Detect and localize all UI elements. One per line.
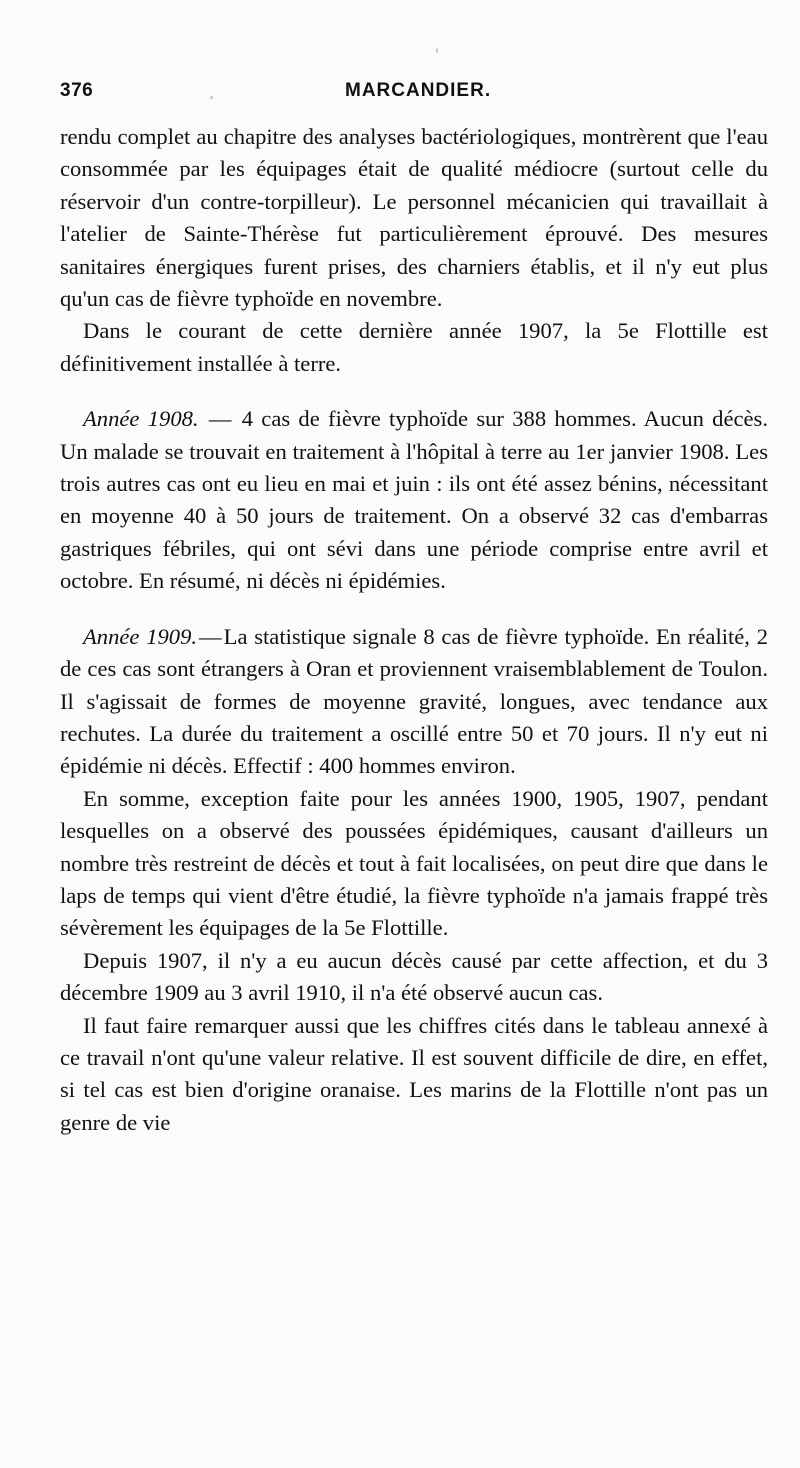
- paragraph-text-1908: 4 cas de fièvre typhoïde sur 388 hommes. Aucun décès. Un malade se trouvait en traitement à l'hôpital à terre au 1er janvier 1908. Les trois autres cas ont eu lieu en mai et juin : ils ont été assez bénins, nécessitant en moyenne 40 à 50 jours de traitement. On a observé 32 cas d'embarras gastriques fébriles, qui ont sévi dans une période comprise entre avril et octobre. En résumé, ni décès ni épidémies.: [60, 406, 768, 594]
- running-head: [60, 80, 750, 110]
- page-number: 376: [60, 80, 94, 101]
- em-dash: —: [208, 406, 232, 432]
- year-label-1908: Année 1908.: [83, 406, 199, 432]
- paragraph-since-1907: Depuis 1907, il n'y a eu aucun décès causé par cette affection, et du 3 décembre 1909 au 3 avril 1910, il n'a été observé aucun cas.: [60, 947, 768, 1006]
- year-label-1909: Année 1909.: [83, 623, 198, 649]
- paper-speck: [210, 96, 213, 99]
- paragraph-continued: rendu complet au chapitre des analyses bactériologiques, montrèrent que l'eau consommée par les équipages était de qualité médiocre (surtout celle du réservoir d'un contre-torpilleur). Le personnel mécanicien qui travaillait à l'atelier de Sainte-Thérèse fut particulièrement éprouvé. Des mesures sanitaires énergiques furent prises, des charniers établis, et il n'y eut plus qu'un cas de fièvre typhoïde en novembre.: [60, 124, 768, 312]
- paragraph-text-1909: La statistique signale 8 cas de fièvre typhoïde. En réalité, 2 de ces cas sont étrangers à Oran et proviennent vraisemblablement de Toulon. Il s'agissait de formes de moyenne gravité, longues, avec tendance aux rechutes. La durée du traitement a oscillé entre 50 et 70 jours. Il n'y eut ni épidémie ni décès. Effectif : 400 hommes environ.: [60, 623, 769, 779]
- paragraph-summary: En somme, exception faite pour les années 1900, 1905, 1907, pendant lesquelles on a observé des poussées épidémiques, causant d'ailleurs un nombre très restreint de décès et tout à fait localisées, on peut dire que dans le laps de temps qui vient d'être étudié, la fièvre typhoïde n'a jamais frappé très sévèrement les équipages de la 5e Flottille.: [60, 785, 768, 941]
- em-dash: —: [199, 623, 222, 649]
- running-head-author: MARCANDIER.: [345, 80, 492, 101]
- paragraph-year-1908: [60, 403, 768, 597]
- paragraph-year-1909: [60, 621, 768, 783]
- paper-speck: [760, 206, 762, 208]
- paper-speck: [436, 48, 438, 53]
- paragraph-1907: Dans le courant de cette dernière année 1907, la 5e Flottille est définitivement installée à terre.: [60, 318, 768, 376]
- body-text: [60, 121, 768, 1139]
- paragraph-remark: Il faut faire remarquer aussi que les chiffres cités dans le tableau annexé à ce travail n'ont qu'une valeur relative. Il est souvent difficile de dire, en effet, si tel cas est bien d'origine oranaise. Les marins de la Flottille n'ont pas un genre de vie: [60, 1012, 768, 1135]
